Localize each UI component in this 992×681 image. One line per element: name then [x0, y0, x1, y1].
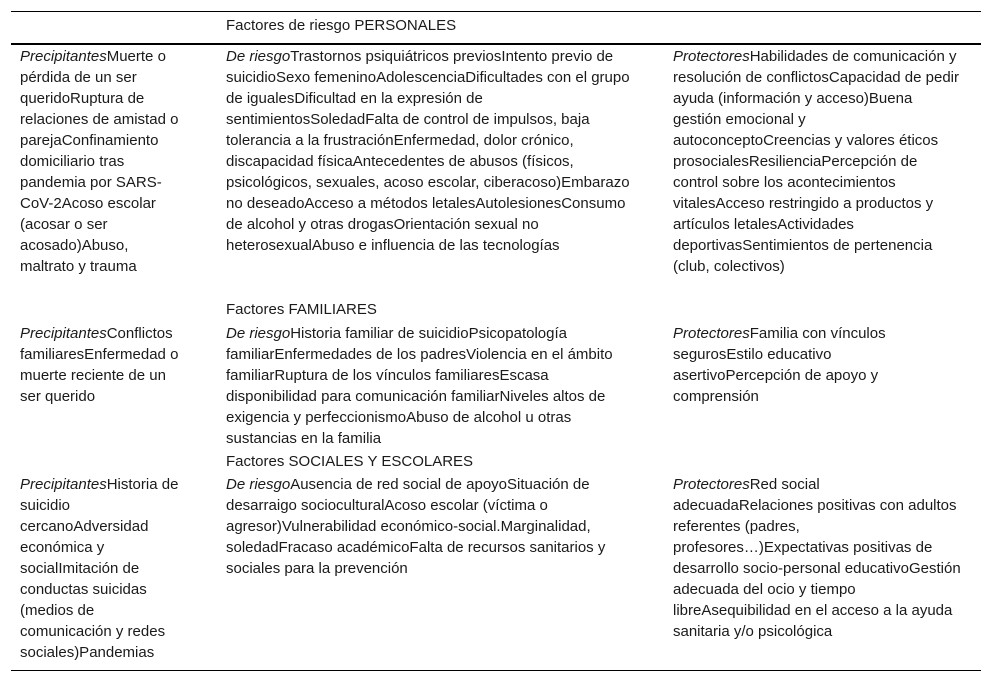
section-title-sociales-escolares: Factores SOCIALES Y ESCOLARES	[226, 453, 474, 470]
protectores-cell-personales	[673, 46, 961, 277]
precipitantes-text: Muerte o pérdida de un ser queridoRuptura de relaciones de amistad o parejaConfinamiento domiciliario tras pandemia por SARS-CoV-2Acoso escolar (acosar o ser acosado)Abuso, maltrato y trauma	[20, 48, 179, 275]
riesgo-cell-personales	[226, 46, 638, 256]
category-label-riesgo: De riesgo	[226, 325, 291, 342]
header-divider	[11, 43, 981, 45]
riesgo-text: Ausencia de red social de apoyoSituación de desarraigo socioculturalAcoso escolar (víctima o agresor)Vulnerabilidad económico-social.Marginalidad, soledadFracaso académicoFalta de recursos sanitarios y sociales para la prevención	[226, 476, 606, 577]
riesgo-text: Trastornos psiquiátricos previosIntento previo de suicidioSexo femeninoAdolescenciaDificultades con el grupo de igualesDificultad en la expresión de sentimientosSoledadFalta de control de impulsos, baja tolerancia a la frustraciónEnfermedad, dolor crónico, discapacidad físicaAntecedentes de abusos (físicos, psicológicos, sexuales, acoso escolar, ciberacoso)Embarazo no deseadoAcceso a métodos letalesAutolesionesConsumo de alcohol y otras drogasOrientación sexual no heterosexualAbuso e influencia de las tecnologías	[226, 48, 630, 254]
section-title-personales: Factores de riesgo PERSONALES	[226, 17, 457, 34]
category-label-riesgo: De riesgo	[226, 476, 291, 493]
category-label-protectores: Protectores	[673, 325, 750, 342]
category-label-protectores: Protectores	[673, 48, 750, 65]
protectores-text: Habilidades de comunicación y resolución de conflictosCapacidad de pedir ayuda (información y acceso)Buena gestión emocional y autoconceptoCreencias y valores éticos prosocialesResilienciaPercepción de control sobre los acontecimientos vitalesAcceso restringido a productos y artículos letalesActividades deportivasSentimientos de pertenencia (club, colectivos)	[673, 48, 960, 275]
riesgo-cell-familiares	[226, 323, 638, 449]
category-label-precipitantes: Precipitantes	[20, 48, 107, 65]
precipitantes-text: Conflictos familiaresEnfermedad o muerte reciente de un ser querido	[20, 325, 179, 405]
section-title-familiares: Factores FAMILIARES	[226, 301, 377, 318]
riesgo-text: Historia familiar de suicidioPsicopatología familiarEnfermedades de los padresViolencia en el ámbito familiarRuptura de los vínculos familiaresEscasa disponibilidad para comunicación familiarNiveles altos de exigencia y perfeccionismoAbuso de alcohol u otras sustancias en la familia	[226, 325, 613, 447]
precipitantes-cell-familiares	[20, 323, 185, 407]
protectores-text: Familia con vínculos segurosEstilo educativo asertivoPercepción de apoyo y comprensión	[673, 325, 886, 405]
precipitantes-cell-sociales	[20, 474, 185, 663]
riesgo-cell-sociales	[226, 474, 638, 579]
category-label-precipitantes: Precipitantes	[20, 476, 107, 493]
precipitantes-text: Historia de suicidio cercanoAdversidad económica y socialImitación de conductas suicidas (medios de comunicación y redes sociales)Pandemias	[20, 476, 179, 661]
category-label-riesgo: De riesgo	[226, 48, 291, 65]
protectores-text: Red social adecuadaRelaciones positivas con adultos referentes (padres, profesores…)Expectativas positivas de desarrollo socio-personal educativoGestión adecuada del ocio y tiempo libreAsequibilidad en el acceso a la ayuda sanitaria y/o psicológica	[673, 476, 961, 640]
category-label-protectores: Protectores	[673, 476, 750, 493]
precipitantes-cell-personales	[20, 46, 185, 277]
protectores-cell-sociales	[673, 474, 961, 642]
category-label-precipitantes: Precipitantes	[20, 325, 107, 342]
protectores-cell-familiares	[673, 323, 961, 407]
